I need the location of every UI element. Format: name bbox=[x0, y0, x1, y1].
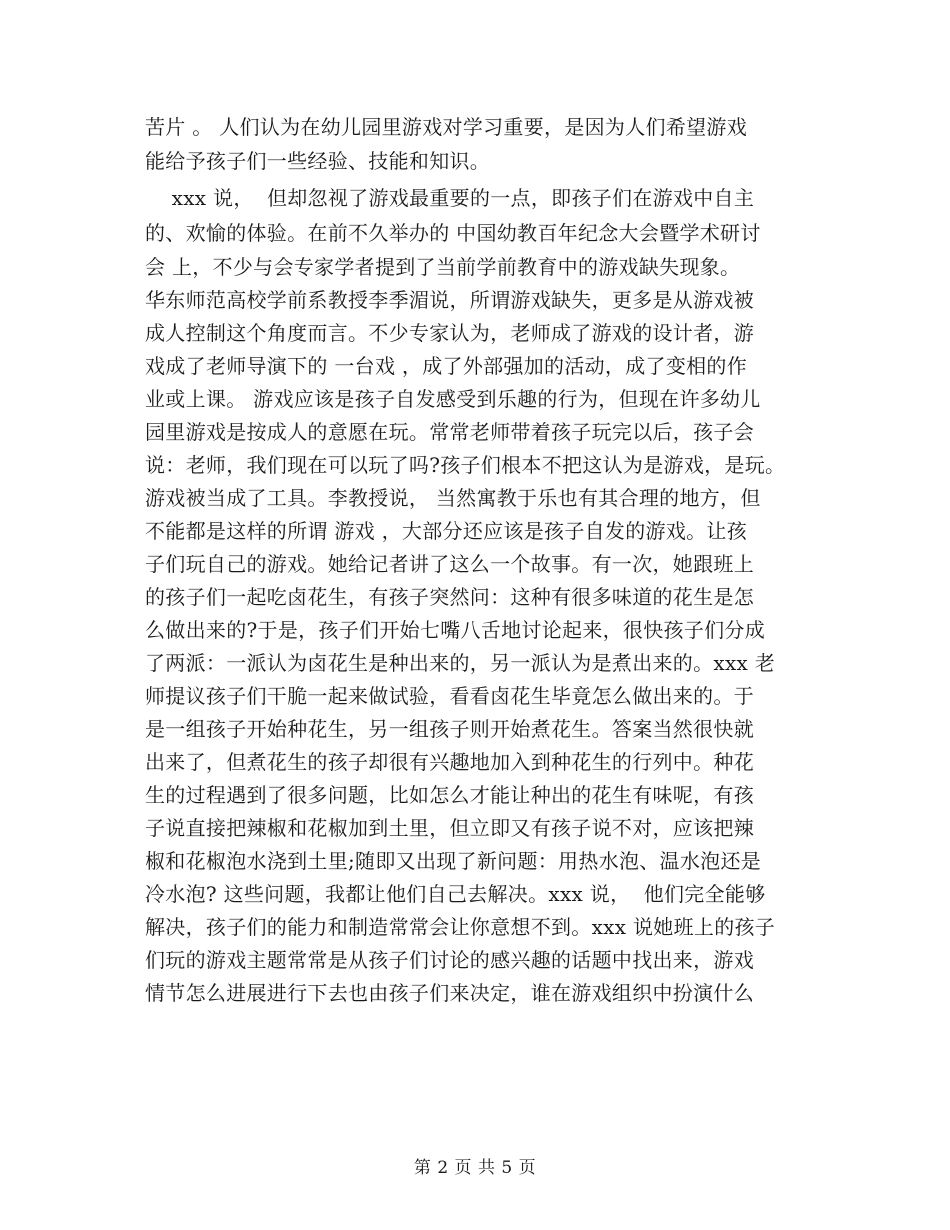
text-line: 的、欢愉的体验。在前不久举办的 中国幼教百年纪念大会暨学术研讨 bbox=[145, 221, 761, 245]
text-line: xxx 说， 但却忽视了游戏最重要的一点，即孩子们在游戏中自主 bbox=[145, 186, 755, 210]
text-line: 椒和花椒泡水浇到土里;随即又出现了新问题：用热水泡、温水泡还是 bbox=[145, 849, 762, 873]
text-line: 情节怎么进展进行下去也由孩子们来决定，谁在游戏组织中扮演什么 bbox=[145, 981, 754, 1005]
text-line: 华东师范高校学前系教授李季湄说，所谓游戏缺失，更多是从游戏被 bbox=[145, 288, 754, 312]
text-line: 们玩的游戏主题常常是从孩子们讨论的感兴趣的话题中找出来，游戏 bbox=[145, 948, 754, 972]
text-line: 成人控制这个角度而言。不少专家认为，老师成了游戏的设计者，游 bbox=[145, 321, 754, 345]
text-line: 师提议孩子们干脆一起来做试验，看看卤花生毕竟怎么做出来的。于 bbox=[145, 684, 754, 708]
text-line: 会 上，不少与会专家学者提到了当前学前教育中的游戏缺失现象。 bbox=[145, 255, 741, 279]
text-line: 园里游戏是按成人的意愿在玩。常常老师带着孩子玩完以后，孩子会 bbox=[145, 420, 754, 444]
text-line: 的孩子们一起吃卤花生，有孩子突然问：这种有很多味道的花生是怎 bbox=[145, 585, 754, 609]
text-line: 了两派：一派认为卤花生是种出来的，另一派认为是煮出来的。xxx 老 bbox=[145, 651, 776, 675]
text-line: 出来了，但煮花生的孩子却很有兴趣地加入到种花生的行列中。种花 bbox=[145, 750, 754, 774]
page-number-footer: 第 2 页 共 5 页 bbox=[413, 1158, 537, 1178]
text-line: 戏成了老师导演下的 一台戏 ，成了外部强加的活动，成了变相的作 bbox=[145, 354, 748, 378]
text-line: 游戏被当成了工具。李教授说， 当然寓教于乐也有其合理的地方，但 bbox=[145, 486, 761, 510]
text-line: 冷水泡? 这些问题，我都让他们自己去解决。xxx 说， 他们完全能够 bbox=[145, 882, 766, 906]
text-line: 能给予孩子们一些经验、技能和知识。 bbox=[145, 149, 491, 173]
text-line: 子说直接把辣椒和花椒加到土里，但立即又有孩子说不对，应该把辣 bbox=[145, 816, 754, 840]
text-line: 业或上课。 游戏应该是孩子自发感受到乐趣的行为，但现在许多幼儿 bbox=[145, 387, 761, 411]
text-line: 么做出来的?于是，孩子们开始七嘴八舌地讨论起来，很快孩子们分成 bbox=[145, 618, 766, 642]
text-line: 不能都是这样的所谓 游戏 ，大部分还应该是孩子自发的游戏。让孩 bbox=[145, 519, 748, 543]
text-line: 子们玩自己的游戏。她给记者讲了这么一个故事。有一次，她跟班上 bbox=[145, 552, 754, 576]
text-line: 是一组孩子开始种花生，另一组孩子则开始煮花生。答案当然很快就 bbox=[145, 717, 754, 741]
text-line: 说：老师，我们现在可以玩了吗?孩子们根本不把这认为是游戏，是玩。 bbox=[145, 453, 786, 477]
text-line: 苦片 。 人们认为在幼儿园里游戏对学习重要，是因为人们希望游戏 bbox=[145, 115, 748, 139]
text-line: 解决，孩子们的能力和制造常常会让你意想不到。xxx 说她班上的孩子 bbox=[145, 915, 776, 939]
text-line: 生的过程遇到了很多问题，比如怎么才能让种出的花生有味呢，有孩 bbox=[145, 783, 754, 807]
